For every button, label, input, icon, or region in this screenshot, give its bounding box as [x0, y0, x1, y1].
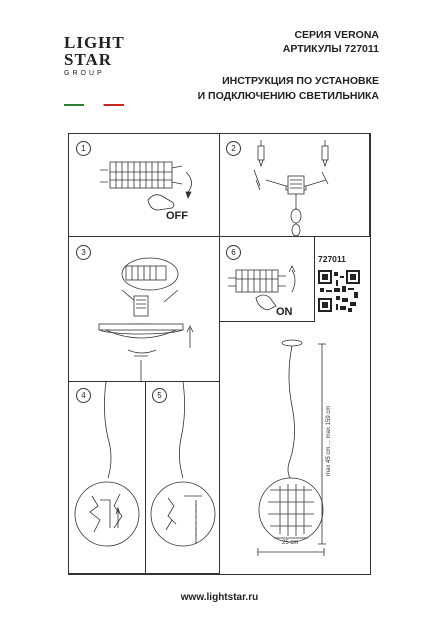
panel-step2 — [219, 133, 370, 237]
article-numbers: АРТИКУЛЫ 727011 — [282, 43, 379, 55]
logo-line2: STAR — [64, 50, 113, 69]
instruction-title — [198, 74, 379, 104]
step-number-6: 6 — [226, 245, 241, 260]
title-line1: ИНСТРУКЦИЯ ПО УСТАНОВКЕ — [222, 75, 379, 87]
height-dimension: max 45 cm ... max 159 cm — [326, 405, 332, 476]
on-label: ON — [276, 306, 293, 318]
step-number-3: 3 — [76, 245, 91, 260]
title-line2: И ПОДКЛЮЧЕНИЮ СВЕТИЛЬНИКА — [197, 90, 379, 102]
step-number-5: 5 — [152, 388, 167, 403]
width-dimension: 25 cm — [282, 540, 299, 546]
brand-logo — [64, 34, 124, 94]
logo-line3: GROUP — [64, 70, 105, 77]
article-label: 727011 — [318, 254, 346, 264]
series-name: СЕРИЯ VERONA — [294, 29, 379, 41]
step-number-1: 1 — [76, 141, 91, 156]
step-number-2: 2 — [226, 141, 241, 156]
panel-step3 — [68, 236, 220, 382]
panel-step4 — [68, 381, 146, 574]
footer-url[interactable]: www.lightstar.ru — [180, 592, 259, 603]
logo-flag-bar — [64, 104, 124, 106]
off-label: OFF — [166, 210, 188, 222]
logo-line1: LIGHT — [64, 33, 125, 52]
series-header — [283, 28, 379, 56]
step-number-4: 4 — [76, 388, 91, 403]
panel-step5 — [145, 381, 220, 574]
qr-code-icon — [318, 270, 360, 312]
